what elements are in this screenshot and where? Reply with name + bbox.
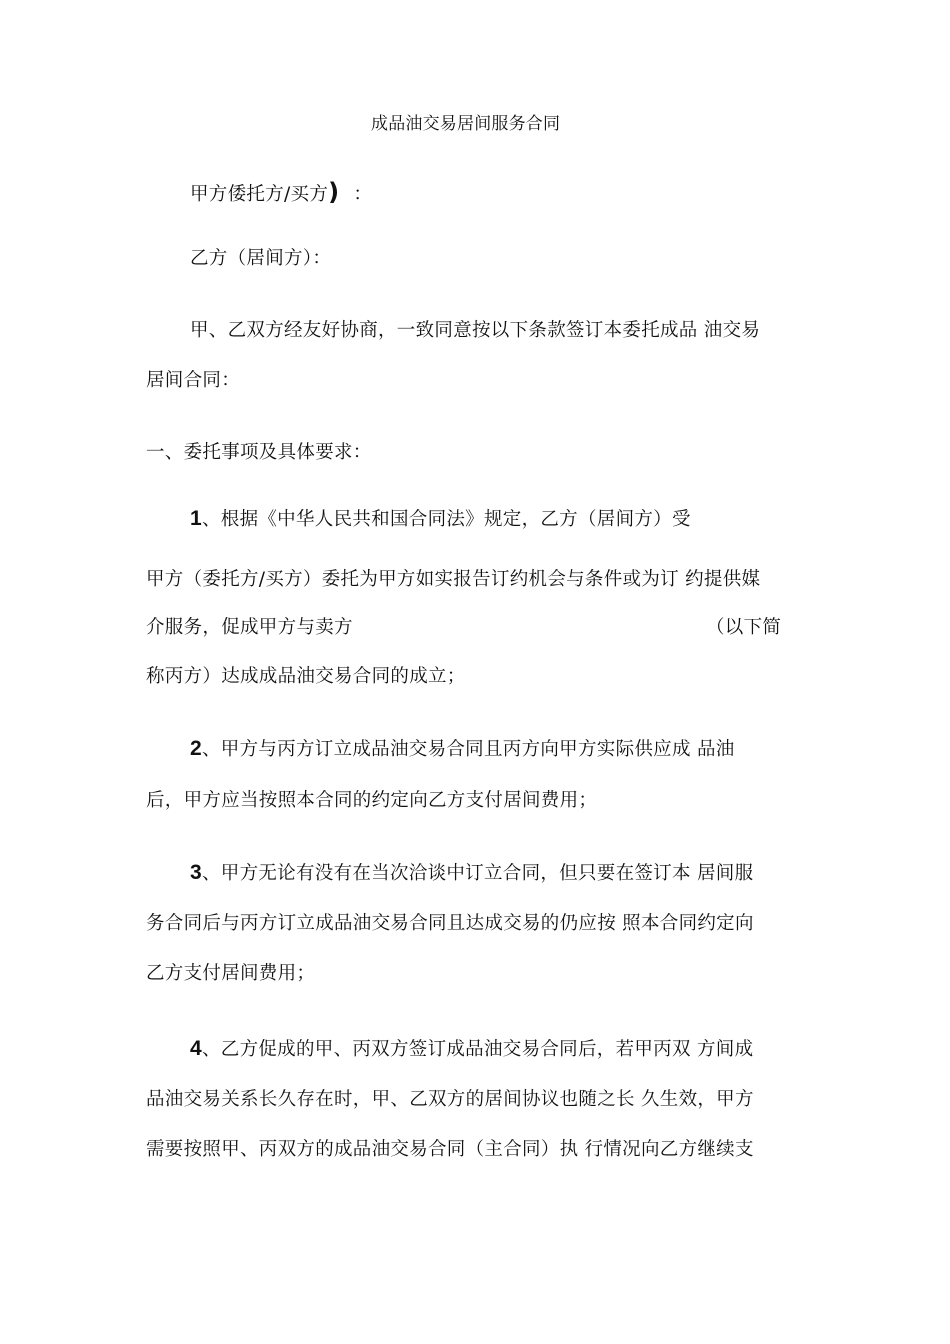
clause-3-line-3: 乙方支付居间费用； <box>146 963 316 984</box>
party-a-line <box>190 180 372 207</box>
clause-3-line-2: 务合同后与丙方订立成品油交易合同且达成交易的仍应按 照本合同约定向 <box>146 913 754 934</box>
clause-1-line-3-right: （以下简 <box>706 617 782 638</box>
clause-1-line-2: 甲方（委托方/买方）委托为甲方如实报告订约机会与条件或为订 约提供媒 <box>146 569 761 590</box>
clause-4-line-3: 需要按照甲、丙双方的成品油交易合同（主合同）执 行情况向乙方继续支 <box>146 1139 754 1160</box>
party-b-line: 乙方（居间方）： <box>190 248 332 269</box>
clause-1-line-3: 介服务，促成甲方与卖方 <box>146 617 353 638</box>
clause-4-line-1 <box>190 1037 753 1062</box>
clause-3-line-1 <box>190 861 753 886</box>
clause-1-line-1 <box>190 507 691 532</box>
intro-line-2: 居间合同： <box>146 370 241 391</box>
clause-2-text-1: 、甲方与丙方订立成品油交易合同且丙方向甲方实际供应成 品油 <box>201 739 735 760</box>
party-a-paren: ) <box>328 178 340 206</box>
section-1-heading: 一、委托事项及具体要求： <box>146 442 372 463</box>
clause-3-number: 3 <box>190 861 202 884</box>
clause-2-number: 2 <box>190 737 202 760</box>
party-a-colon: ： <box>353 184 373 205</box>
clause-1-number: 1 <box>190 507 202 530</box>
clause-4-line-2: 品油交易关系长久存在时，甲、乙双方的居间协议也随之长 久生效，甲方 <box>146 1089 754 1110</box>
intro-line-1: 甲、乙双方经友好协商，一致同意按以下条款签订本委托成品 油交易 <box>190 320 761 341</box>
party-a-label: 甲方倭托方/买方 <box>190 184 329 205</box>
clause-2-line-2: 后，甲方应当按照本合同的约定向乙方支付居间费用； <box>146 790 598 811</box>
clause-2-line-1 <box>190 737 735 762</box>
clause-4-text-1: 、乙方促成的甲、丙双方签订成品油交易合同后，若甲丙双 方间成 <box>201 1039 754 1060</box>
document-title: 成品油交易居间服务合同 <box>371 114 561 134</box>
clause-1-line-4: 称丙方）达成成品油交易合同的成立； <box>146 666 466 687</box>
clause-3-text-1: 、甲方无论有没有在当次洽谈中订立合同，但只要在签订本 居间服 <box>201 863 754 884</box>
clause-1-text-1: 、根据《中华人民共和国合同法》规定，乙方（居间方）受 <box>201 509 691 530</box>
clause-4-number: 4 <box>190 1037 202 1060</box>
